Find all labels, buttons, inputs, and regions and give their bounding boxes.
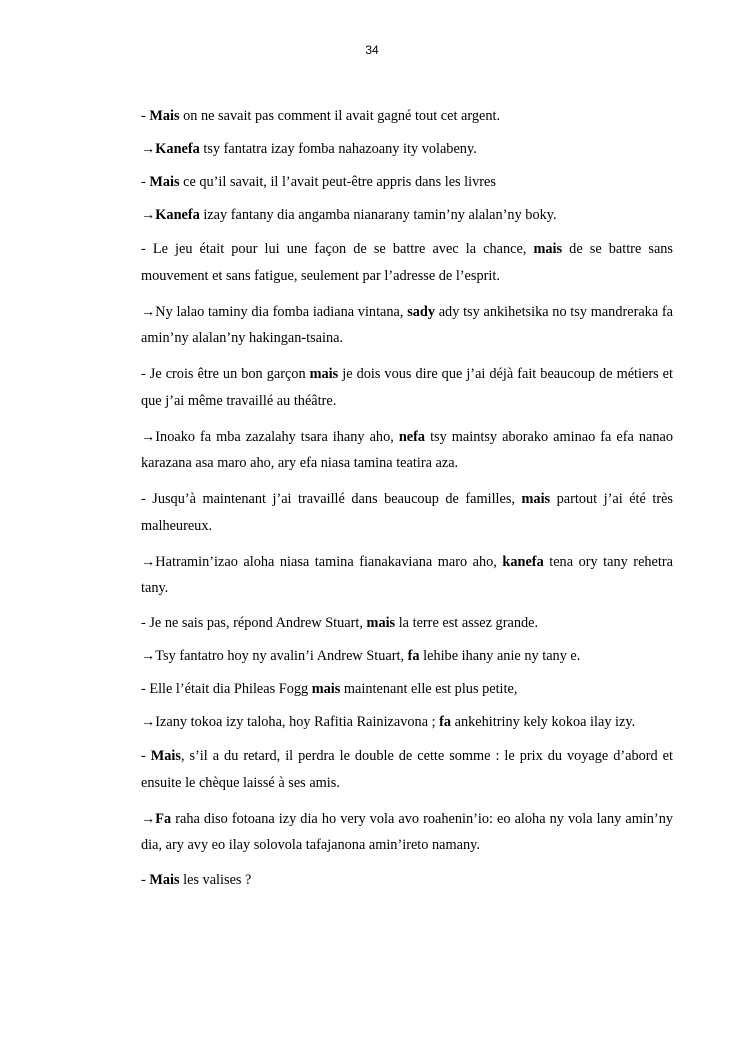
french-sentence bbox=[141, 677, 673, 701]
connector-word: sady bbox=[407, 303, 435, 320]
text-run: →Inoako fa mba zazalahy tsara ihany aho, bbox=[141, 428, 399, 445]
french-sentence bbox=[141, 611, 673, 635]
french-sentence bbox=[141, 104, 673, 128]
connector-word: nefa bbox=[398, 428, 426, 445]
french-sentence bbox=[141, 170, 673, 194]
malagasy-translation bbox=[141, 549, 673, 602]
text-run: on ne savait pas comment il avait gagné tout cet argent. bbox=[179, 108, 501, 124]
connector-word: fa bbox=[439, 714, 452, 730]
text-run: →Hatramin’izao aloha niasa tamina fianakaviana maro aho, bbox=[141, 553, 503, 570]
text-run: - Je ne sais pas, répond Andrew Stuart, bbox=[141, 615, 367, 631]
text-run: → bbox=[141, 207, 156, 223]
french-sentence bbox=[141, 868, 673, 892]
malagasy-translation bbox=[141, 424, 673, 477]
malagasy-translation bbox=[141, 806, 673, 859]
text-run: tena ory tany rehetra tany. bbox=[141, 553, 673, 596]
text-run: les valises ? bbox=[179, 872, 252, 888]
french-sentence bbox=[141, 486, 673, 539]
text-run: → bbox=[141, 141, 156, 157]
connector-word: kanefa bbox=[502, 553, 544, 570]
connector-word: mais bbox=[533, 241, 563, 257]
text-run: tsy maintsy aborako aminao fa efa nanao karazana asa maro aho, ary efa niasa tamina teatira aza. bbox=[141, 428, 673, 471]
text-run: → bbox=[141, 810, 156, 827]
connector-word: mais bbox=[366, 615, 396, 631]
malagasy-translation bbox=[141, 203, 673, 227]
text-run: izay fantany dia angamba nianarany tamin’ny alalan’ny boky. bbox=[199, 207, 557, 223]
text-run: tsy fantatra izay fomba nahazoany ity volabeny. bbox=[199, 141, 477, 157]
text-run: je dois vous dire que j’ai déjà fait beaucoup de métiers et que j’ai même travaillé au théâtre. bbox=[141, 366, 673, 409]
malagasy-translation bbox=[141, 710, 673, 734]
french-sentence bbox=[141, 236, 673, 289]
connector-word: mais bbox=[309, 366, 339, 382]
connector-word: Mais bbox=[150, 748, 181, 764]
text-run: raha diso fotoana izy dia ho very vola avo roahenin’io: eo aloha ny vola lany amin’ny dia, ary avy eo ilay solovola tafajanona amin’ireto namany. bbox=[141, 810, 673, 853]
document-body bbox=[141, 104, 673, 901]
connector-word: Mais bbox=[149, 174, 180, 190]
connector-word: Mais bbox=[149, 108, 180, 124]
text-run: ce qu’il savait, il l’avait peut-être appris dans les livres bbox=[179, 174, 496, 190]
french-sentence bbox=[141, 743, 673, 796]
malagasy-translation bbox=[141, 299, 673, 352]
text-run: ady tsy ankihetsika no tsy mandreraka fa amin’ny alalan’ny hakingan-tsaina. bbox=[141, 303, 673, 346]
text-run: lehibe ihany anie ny tany e. bbox=[419, 648, 581, 664]
text-run: - bbox=[141, 748, 151, 764]
page-number: 34 bbox=[365, 43, 379, 57]
text-run: - Jusqu’à maintenant j’ai travaillé dans beaucoup de familles, bbox=[141, 491, 522, 507]
malagasy-translation bbox=[141, 644, 673, 668]
text-run: maintenant elle est plus petite, bbox=[340, 681, 518, 697]
text-run: ankehitriny kely kokoa ilay izy. bbox=[451, 714, 636, 730]
connector-word: Kanefa bbox=[155, 141, 200, 157]
text-run: de se battre sans mouvement et sans fatigue, seulement par l’adresse de l’esprit. bbox=[141, 241, 673, 284]
malagasy-translation bbox=[141, 137, 673, 161]
connector-word: Fa bbox=[155, 810, 172, 827]
text-run: - Elle l’était dia Phileas Fogg bbox=[141, 681, 312, 697]
connector-word: mais bbox=[521, 491, 551, 507]
connector-word: mais bbox=[311, 681, 341, 697]
text-run: - bbox=[141, 108, 150, 124]
french-sentence bbox=[141, 361, 673, 414]
text-run: la terre est assez grande. bbox=[395, 615, 539, 631]
connector-word: Mais bbox=[149, 872, 180, 888]
text-run: - bbox=[141, 872, 150, 888]
text-run: →Izany tokoa izy taloha, hoy Rafitia Rainizavona ; bbox=[141, 714, 440, 730]
text-run: →Ny lalao taminy dia fomba iadiana vintana, bbox=[141, 303, 408, 320]
connector-word: fa bbox=[407, 648, 420, 664]
text-run: - Le jeu était pour lui une façon de se battre avec la chance, bbox=[141, 241, 534, 257]
text-run: , s’il a du retard, il perdra le double de cette somme : le prix du voyage d’abord et ensuite le chèque laissé à ses amis. bbox=[141, 748, 674, 791]
text-run: - bbox=[141, 174, 150, 190]
text-run: - Je crois être un bon garçon bbox=[141, 366, 310, 382]
connector-word: Kanefa bbox=[155, 207, 200, 223]
text-run: partout j’ai été très malheureux. bbox=[141, 491, 674, 534]
text-run: →Tsy fantatro hoy ny avalin’i Andrew Stuart, bbox=[141, 648, 408, 664]
